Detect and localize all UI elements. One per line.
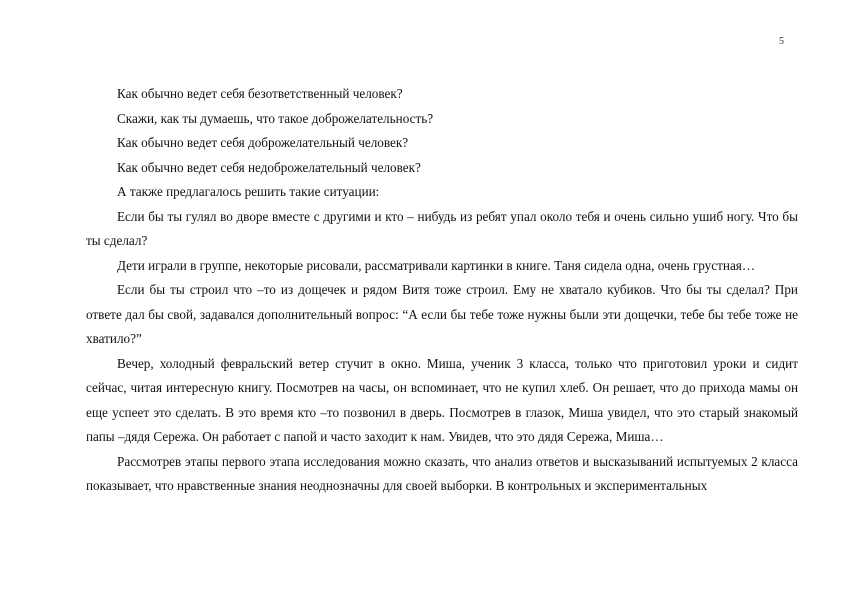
paragraph: А также предлагалось решить такие ситуации: [117, 184, 380, 199]
page-number: 5 [779, 36, 784, 47]
paragraph: Дети играли в группе, некоторые рисовали, рассматривали картинки в книге. Таня сидела одна, очень грустная… [117, 257, 756, 273]
paragraph: Как обычно ведет себя недоброжелательный человек? [117, 159, 421, 175]
paragraph: Рассмотрев этапы первого этапа исследования можно сказать, что анализ ответов и высказываний испытуемых 2 класса показывает, что нравственные знания неоднозначны для своей выборки. В контрольных и экспериментальных [86, 453, 798, 493]
paragraph: Вечер, холодный февральский ветер стучит в окно. Миша, ученик 3 класса, только что приготовил уроки и сидит сейчас, читая интересную книгу. Посмотрев на часы, он вспоминает, что не купил хлеб. Он решает, что до прихода мамы он еще успеет это сделать. В это время кто –то позвонил в дверь. Посмотрев в глазок, Миша увидел, что это старый знакомый папы –дядя Сережа. Он работает с папой и часто заходит к нам. Увидев, что это дядя Сережа, Миша… [86, 355, 798, 444]
paragraph: Как обычно ведет себя доброжелательный человек? [117, 135, 409, 150]
paragraph: Скажи, как ты думаешь, что такое доброжелательность? [117, 110, 434, 126]
document-body [86, 82, 798, 499]
paragraph: Как обычно ведет себя безответственный человек? [117, 86, 403, 101]
paragraph: Если бы ты гулял во дворе вместе с другими и кто – нибудь из ребят упал около тебя и очень сильно ушиб ногу. Что бы ты сделал? [86, 208, 798, 248]
paragraph: Если бы ты строил что –то из дощечек и рядом Витя тоже строил. Ему не хватало кубиков. Что бы ты сделал? При ответе дал бы свой, задавался дополнительный вопрос: “А если бы тебе тоже нужны были эти дощечки, тебе бы тебе тоже не хватило?” [86, 282, 798, 346]
